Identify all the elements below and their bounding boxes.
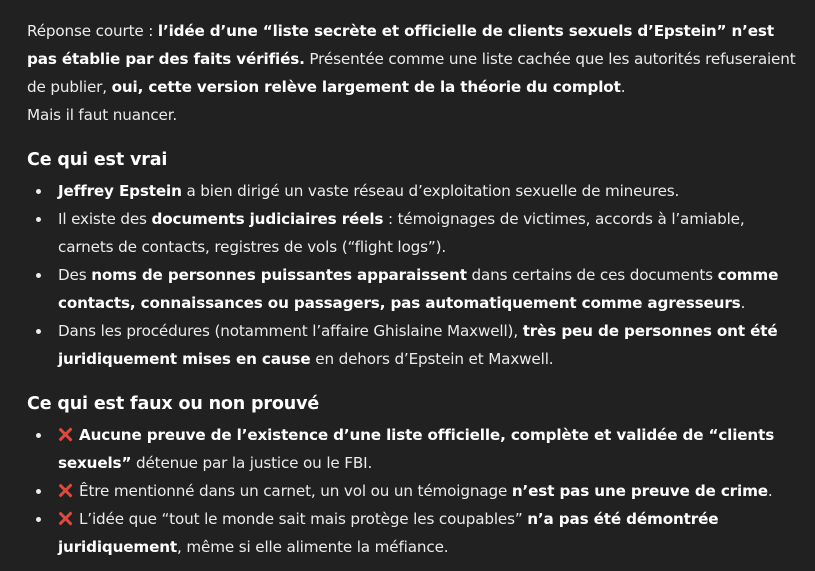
item-text: détenue par la justice ou le FBI.	[131, 454, 373, 472]
list-vrai	[27, 177, 802, 373]
item-text: .	[740, 294, 746, 312]
item-text: Être mentionné dans un carnet, un vol ou un témoignage	[79, 482, 512, 500]
item-text: : témoignages de victimes, accords à l’amiable, carnets de contacts, registres de vols (“flight logs”).	[58, 210, 745, 256]
item-bold: documents judiciaires réels	[151, 210, 384, 228]
intro-bold-2: oui, cette version relève largement de la théorie du complot	[111, 78, 621, 96]
list-item	[27, 317, 802, 373]
intro-text-3: .	[620, 78, 626, 96]
item-text: a bien dirigé un vaste réseau d’exploitation sexuelle de mineures.	[181, 182, 680, 200]
item-bold: noms de personnes puissantes apparaissent	[91, 266, 467, 284]
list-item	[27, 505, 802, 561]
list-item	[27, 177, 802, 205]
list-item	[27, 261, 802, 317]
intro-line-2: Mais il faut nuancer.	[27, 106, 178, 124]
item-text: Dans les procédures (notamment l’affaire Ghislaine Maxwell),	[58, 322, 523, 340]
item-bold: comme contacts, connaissances ou passagers, pas automatiquement comme agresseurs	[58, 266, 779, 312]
item-text: L’idée que “tout le monde sait mais protège les coupables”	[79, 510, 528, 528]
item-bold: n’est pas une preuve de crime	[511, 482, 768, 500]
heading-ce-qui-est-vrai: Ce qui est vrai	[27, 150, 168, 170]
item-text: Des	[58, 266, 92, 284]
item-bold: Jeffrey Epstein	[58, 182, 182, 200]
cross-mark-icon	[58, 483, 73, 498]
list-item	[27, 421, 802, 477]
cross-mark-icon	[58, 511, 73, 526]
item-text: dans certains de ces documents	[466, 266, 718, 284]
heading-ce-qui-est-faux: Ce qui est faux ou non prouvé	[27, 394, 320, 414]
list-item	[27, 477, 802, 505]
list-faux	[27, 421, 802, 561]
intro-text-2: Présentée comme une liste cachée que les autorités refuseraient de publier,	[27, 50, 796, 96]
intro-bold-1: l’idée d’une “liste secrète et officielle de clients sexuels d’Epstein” n’est pas établie par des faits vérifiés.	[27, 22, 774, 68]
item-bold: n’a pas été démontrée juridiquement	[58, 510, 719, 556]
cross-mark-icon	[58, 427, 73, 442]
list-item	[27, 205, 802, 261]
assistant-message	[27, 17, 802, 561]
intro-paragraph	[27, 17, 802, 129]
item-text: , même si elle alimente la méfiance.	[177, 538, 449, 556]
item-text: Il existe des	[58, 210, 152, 228]
item-text: .	[767, 482, 773, 500]
intro-text-1: Réponse courte :	[27, 22, 158, 40]
item-text: en dehors d’Epstein et Maxwell.	[310, 350, 554, 368]
item-bold: très peu de personnes ont été juridiquement mises en cause	[58, 322, 778, 368]
item-bold: Aucune preuve de l’existence d’une liste officielle, complète et validée de “clients sexuels”	[58, 426, 775, 472]
